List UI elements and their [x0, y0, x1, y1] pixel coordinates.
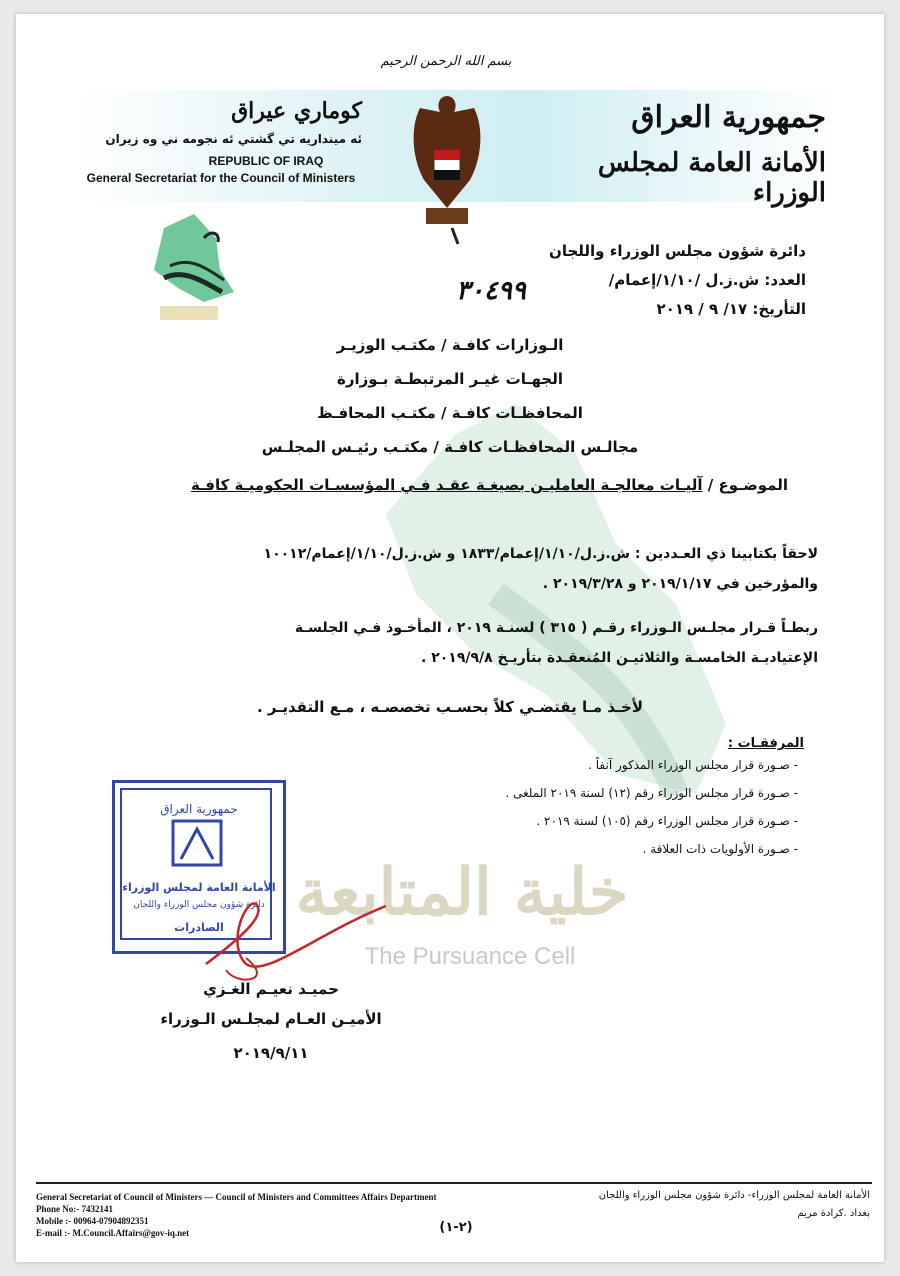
footer-department-ar: الأمانة العامة لمجلس الوزراء- دائرة شؤون مجلس الوزراء واللجان: [598, 1190, 870, 1201]
recipient-line: المحافظـات كافـة / مكتـب المحافـظ: [317, 404, 583, 422]
footer-mobile: Mobile :- 00964-07904892351: [36, 1216, 149, 1226]
attachment-item: - صـورة الأولويات ذات العلاقة .: [642, 842, 798, 856]
department-label: دائرة شؤون مجلس الوزراء واللجان: [549, 242, 806, 260]
body-paragraph: الإعتياديـة الخامسـة والثلاثيـن المُنعقـدة بتأريـخ ٢٠١٩/٩/٨ .: [420, 650, 818, 666]
svg-text:الأمانة العامة لمجلس الوزراء: الأمانة العامة لمجلس الوزراء: [122, 881, 276, 894]
arabic-title: جمهورية العراق: [631, 100, 826, 135]
pursuance-cell-logo-icon: [134, 208, 244, 328]
arabic-subtitle: الأمانة العامة لمجلس الوزراء: [597, 148, 826, 208]
attachment-item: - صـورة قرار مجلس الوزراء رقم (١٠٥) لسنة ٢٠١٩ .: [536, 814, 798, 828]
kurdish-title: كوماري عيراق: [231, 98, 362, 124]
svg-text:دائرة شؤون مجلس الوزراء واللجا: دائرة شؤون مجلس الوزراء واللجان: [133, 900, 265, 910]
secretariat-english: General Secretariat for the Council of Ministers: [86, 171, 356, 185]
attachment-item: - صـورة قرار مجلس الوزراء المذكور آنفاً .: [588, 758, 798, 772]
footer-address-ar: بغداد .كرادة مريم: [797, 1208, 870, 1219]
recipient-line: الجهـات غيـر المرتبطـة بـوزارة: [337, 370, 563, 388]
subject-line: [191, 476, 788, 494]
svg-text:الصادرات: الصادرات: [174, 921, 224, 934]
attachments-title: المرفقـات :: [727, 736, 804, 751]
document-date: التأريخ: ١٧/ ٩ / ٢٠١٩: [656, 300, 806, 318]
document-page: [16, 14, 884, 1262]
subject-text: آليـات معالجـة العامليـن بصيغـة عقـد فـي المؤسسـات الحكوميـة كافـة: [190, 476, 703, 494]
eagle-emblem-icon: [400, 88, 494, 248]
body-paragraph: والمؤرخين في ٢٠١٩/١/١٧ و ٢٠١٩/٣/٢٨ .: [542, 576, 818, 592]
signatory-name: حميـد نعيـم الغـزي: [203, 980, 339, 998]
signatory-title: الأميـن العـام لمجلـس الـوزراء: [160, 1010, 382, 1028]
recipient-line: مجالـس المحافظـات كافـة / مكتـب رئيـس المجلـس: [261, 438, 639, 456]
subject-label: الموضـوع /: [707, 476, 788, 494]
signature-icon: [186, 894, 406, 994]
recipient-line: الـوزارات كافـة / مكتـب الوزيـر: [336, 336, 564, 354]
svg-text:The Pursuance Cell: The Pursuance Cell: [364, 943, 576, 970]
reference-number: العدد: ش.ز.ل /١/١٠/إعمام/: [608, 271, 806, 289]
republic-english: REPUBLIC OF IRAQ: [208, 154, 324, 168]
footer-department-en: General Secretariat of Council of Ministers — Council of Ministers and Committees Affairs Department: [36, 1192, 437, 1202]
closing-line: لأخـذ مـا يقتضـي كلاً بحسـب تخصصـه ، مـع التقديـر .: [256, 698, 643, 716]
kurdish-subtitle: ئه مينداريه تي گشتي ئه نجومه ني وه زيران: [105, 132, 362, 146]
signature-date: ٢٠١٩/٩/١١: [233, 1044, 309, 1062]
page-number: (٢-١): [439, 1220, 473, 1235]
footer-phone: Phone No:- 7432141: [36, 1204, 113, 1214]
footer-divider: [36, 1182, 872, 1184]
svg-text:خلية المتابعة: خلية المتابعة: [295, 855, 629, 930]
footer-email: E-mail :- M.Council.Affairs@gov-iq.net: [36, 1228, 190, 1238]
svg-text:جمهورية العراق: جمهورية العراق: [160, 802, 238, 816]
attachment-item: - صـورة قرار مجلس الوزراء رقم (١٢) لسنة ٢٠١٩ الملغى .: [505, 786, 798, 800]
body-paragraph: لاحقاً بكتابينا ذي العـددين : ش.ز.ل/١/١٠/إعمام/١٨٣٣ و ش.ز.ل/١/١٠/إعمام/١٠٠١٢: [263, 546, 818, 562]
basmala: بسم الله الرحمن الرحيم: [380, 54, 512, 69]
handwritten-number: ٣٠٤٩٩: [456, 276, 526, 306]
body-paragraph: ربطـاً قـرار مجلـس الـوزراء رقـم ( ٣١٥ ) لسنـة ٢٠١٩ ، المأخـوذ فـي الجلسـة: [294, 620, 818, 636]
